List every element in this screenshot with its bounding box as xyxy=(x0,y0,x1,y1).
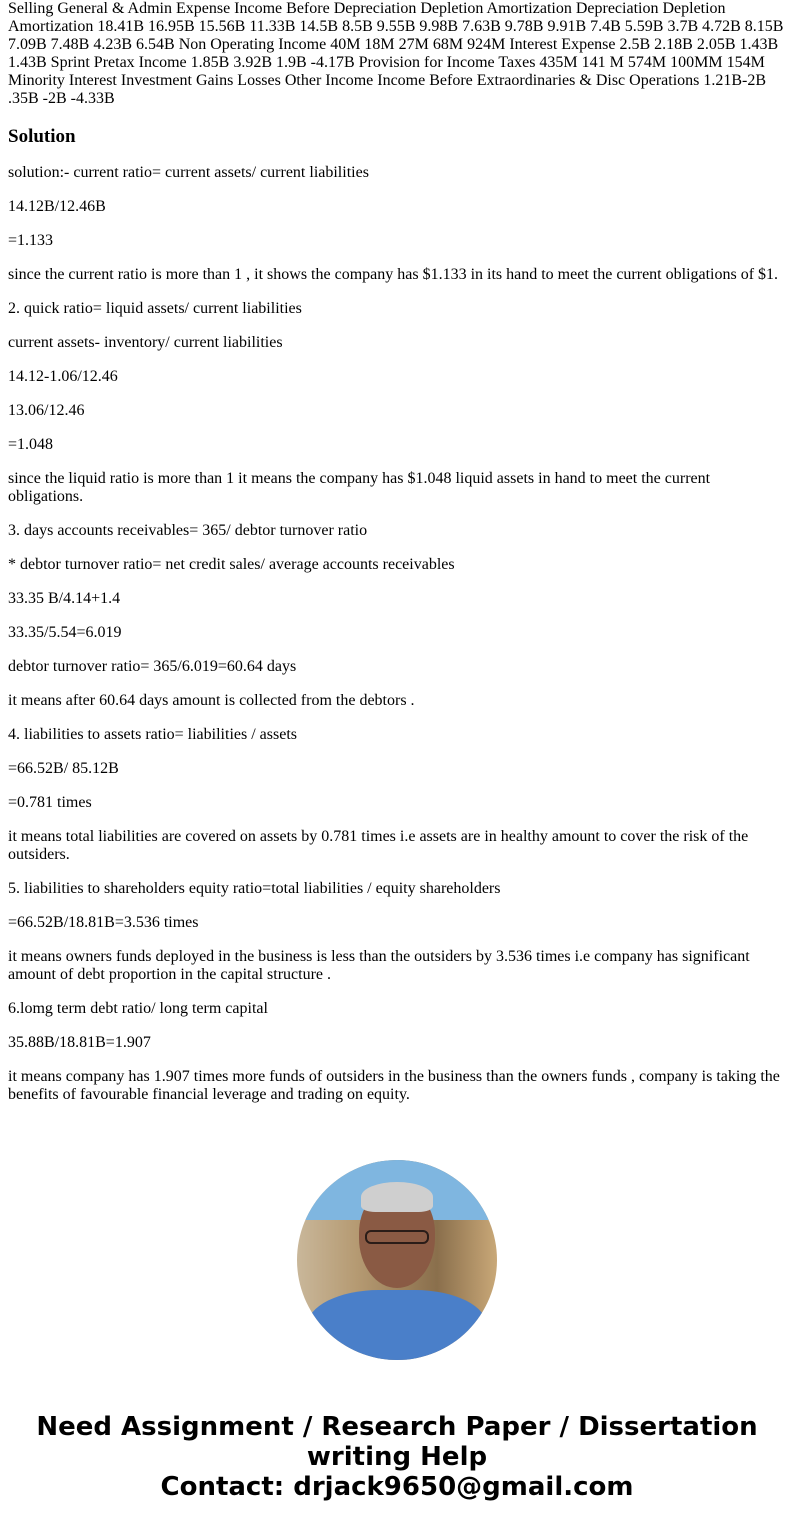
solution-paragraph: solution:- current ratio= current assets/ current liabilities xyxy=(8,164,369,181)
solution-paragraph: it means company has 1.907 times more funds of outsiders in the business than the owners funds , company is taking the benefits of favourable financial leverage and trading on equity. xyxy=(8,1068,780,1103)
solution-paragraph: 3. days accounts receivables= 365/ debtor turnover ratio xyxy=(8,522,368,539)
solution-paragraph: 14.12-1.06/12.46 xyxy=(8,368,118,385)
solution-paragraph: 13.06/12.46 xyxy=(8,402,85,419)
contact-banner xyxy=(8,1412,786,1532)
solution-paragraph: current assets- inventory/ current liabilities xyxy=(8,334,283,351)
solution-paragraph: 4. liabilities to assets ratio= liabilities / assets xyxy=(8,726,297,743)
solution-paragraph: =0.781 times xyxy=(8,794,92,811)
solution-paragraph: =66.52B/ 85.12B xyxy=(8,760,119,777)
solution-paragraph: 2. quick ratio= liquid assets/ current liabilities xyxy=(8,300,302,317)
solution-paragraph: it means owners funds deployed in the business is less than the outsiders by 3.536 times i.e company has significant amount of debt proportion in the capital structure . xyxy=(8,948,750,983)
solution-paragraph: =66.52B/18.81B=3.536 times xyxy=(8,914,199,931)
solution-paragraph: since the liquid ratio is more than 1 it means the company has $1.048 liquid assets in hand to meet the current obligations. xyxy=(8,470,711,505)
author-photo-container xyxy=(8,1160,786,1360)
banner-headline: Need Assignment / Research Paper / Dissertation writing Help xyxy=(36,1412,758,1472)
author-avatar xyxy=(297,1160,497,1360)
solution-paragraph: * debtor turnover ratio= net credit sales/ average accounts receivables xyxy=(8,556,455,573)
solution-paragraph: debtor turnover ratio= 365/6.019=60.64 days xyxy=(8,658,297,675)
solution-paragraph: since the current ratio is more than 1 , it shows the company has $1.133 in its hand to meet the current obligations of $1. xyxy=(8,266,779,283)
solution-paragraph: it means after 60.64 days amount is collected from the debtors . xyxy=(8,692,415,709)
solution-paragraph: 6.lomg term debt ratio/ long term capital xyxy=(8,1000,268,1017)
solution-paragraph: it means total liabilities are covered on assets by 0.781 times i.e assets are in healthy amount to cover the risk of the outsiders. xyxy=(8,828,749,863)
intro-text: Selling General & Admin Expense Income Before Depreciation Depletion Amortization Depreciation Depletion Amortization 18.41B 16.95B 15.56B 11.33B 14.5B 8.5B 9.55B 9.98B 7.63B 9.78B 9.91B 7.4B 5.59B 3.7B 4.72B 8.15B 7.09B 7.48B 4.23B 6.54B Non Operating Income 40M 18M 27M 68M 924M Interest Expense 2.5B 2.18B 2.05B 1.43B 1.43B Sprint Pretax Income 1.85B 3.92B 1.9B -4.17B Provision for Income Taxes 435M 141 M 574M 100MM 154M Minority Interest Investment Gains Losses Other Income Income Before Extraordinaries & Disc Operations 1.21B-2B .35B -2B -4.33B xyxy=(8,0,784,107)
solution-paragraph: 5. liabilities to shareholders equity ratio=total liabilities / equity shareholders xyxy=(8,880,501,897)
solution-paragraph: 35.88B/18.81B=1.907 xyxy=(8,1034,151,1051)
solution-paragraph: =1.133 xyxy=(8,232,54,249)
solution-heading: Solution xyxy=(8,126,76,147)
solution-paragraph: =1.048 xyxy=(8,436,54,453)
solution-paragraph: 14.12B/12.46B xyxy=(8,198,106,215)
solution-paragraph: 33.35 B/4.14+1.4 xyxy=(8,590,121,607)
solution-body xyxy=(8,164,786,1104)
banner-contact: Contact: drjack9650@gmail.com xyxy=(160,1472,634,1502)
solution-paragraph: 33.35/5.54=6.019 xyxy=(8,624,122,641)
